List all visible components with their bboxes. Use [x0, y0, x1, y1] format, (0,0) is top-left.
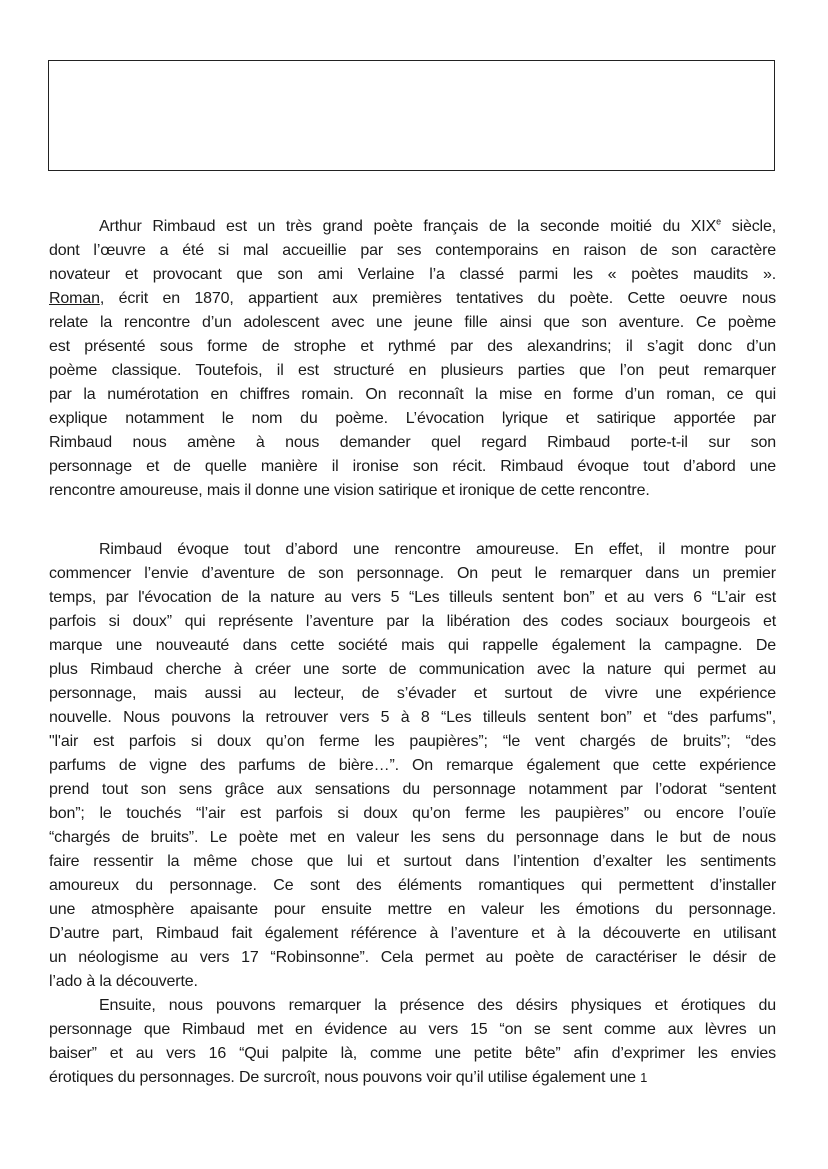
text-line: bon”; le touchés “l’air est parfois si doux qu’on ferme les paupières” ou encore l’ouïe	[49, 805, 776, 822]
text-line: Roman, écrit en 1870, appartient aux premières tentatives du poète. Cette oeuvre nous	[49, 290, 776, 307]
text-line: baiser” et au vers 16 “Qui palpite là, comme une petite bête” afin d’exprimer les envies	[49, 1045, 776, 1062]
text-line: dont l’œuvre a été si mal accueillie par ses contemporains en raison de son caractère	[49, 242, 776, 259]
text-line: marque une nouveauté dans cette société mais qui rappelle également la campagne. De	[49, 637, 776, 654]
page-number: 1	[640, 1070, 648, 1085]
text-line: Arthur Rimbaud est un très grand poète français de la seconde moitié du XIXe siècle,	[99, 216, 776, 235]
text-line: novateur et provocant que son ami Verlaine l’a classé parmi les « poètes maudits ».	[49, 266, 776, 283]
text-line: rencontre amoureuse, mais il donne une vision satirique et ironique de cette rencontre.	[49, 482, 650, 499]
text-line: "l'air est parfois si doux qu’on ferme les paupières”; “le vent chargés de bruits”; “des	[49, 733, 776, 750]
text-line: faire ressentir la même chose que lui et surtout dans l’intention d’exalter les sentiments	[49, 853, 776, 870]
text-line: relate la rencontre d’un adolescent avec une jeune fille ainsi que son aventure. Ce poème	[49, 314, 776, 331]
text-line: érotiques du personnages. De surcroît, nous pouvons voir qu’il utilise également une 1	[49, 1069, 648, 1086]
text-line: explique notamment le nom du poème. L’évocation lyrique et satirique apportée par	[49, 410, 776, 427]
text-line: une atmosphère apaisante pour ensuite mettre en valeur les émotions du personnage.	[49, 901, 776, 918]
text-line: personnage que Rimbaud met en évidence au vers 15 “on se sent comme aux lèvres un	[49, 1021, 776, 1038]
text-line: plus Rimbaud cherche à créer une sorte de communication avec la nature qui permet au	[49, 661, 776, 678]
text-line: personnage, mais aussi au lecteur, de s’évader et surtout de vivre une expérience	[49, 685, 776, 702]
text-line: l’ado à la découverte.	[49, 973, 198, 990]
text-line: temps, par l'évocation de la nature au vers 5 “Les tilleuls sentent bon” et au vers 6 “L’air est	[49, 589, 776, 606]
intro-paragraph	[49, 215, 776, 503]
text-line: Rimbaud évoque tout d’abord une rencontre amoureuse. En effet, il montre pour	[99, 541, 776, 558]
body-paragraphs	[49, 538, 776, 1090]
text-line: poème classique. Toutefois, il est structuré en plusieurs parties que l’on peut remarquer	[49, 362, 776, 379]
work-title: Roman	[49, 290, 100, 307]
text-line: prend tout son sens grâce aux sensations du personnage notamment par l’odorat “sentent	[49, 781, 776, 798]
text-line: amoureux du personnage. Ce sont des éléments romantiques qui permettent d’installer	[49, 877, 776, 894]
text-line: Ensuite, nous pouvons remarquer la présence des désirs physiques et érotiques du	[99, 997, 776, 1014]
title-box	[48, 60, 775, 171]
text-line: est présenté sous forme de strophe et rythmé par des alexandrins; il s’agit donc d’un	[49, 338, 776, 355]
text-line: un néologisme au vers 17 “Robinsonne”. Cela permet au poète de caractériser le désir de	[49, 949, 776, 966]
text-line: Rimbaud nous amène à nous demander quel regard Rimbaud porte-t-il sur son	[49, 434, 776, 451]
text-line: D’autre part, Rimbaud fait également référence à l’aventure et à la découverte en utilisant	[49, 925, 776, 942]
text-line: parfums de vigne des parfums de bière…”. On remarque également que cette expérience	[49, 757, 776, 774]
text-line: personnage et de quelle manière il ironise son récit. Rimbaud évoque tout d’abord une	[49, 458, 776, 475]
text-line: par la numérotation en chiffres romain. On reconnaît la mise en forme d’un roman, ce qui	[49, 386, 776, 403]
text-line: nouvelle. Nous pouvons la retrouver vers 5 à 8 “Les tilleuls sentent bon” et “des parfums",	[49, 709, 776, 726]
text-line: parfois si doux” qui représente l’aventure par la libération des codes sociaux bourgeois et	[49, 613, 776, 630]
text-line: “chargés de bruits”. Le poète met en valeur les sens du personnage dans le but de nous	[49, 829, 776, 846]
text-line: commencer l’envie d’aventure de son personnage. On peut le remarquer dans un premier	[49, 565, 776, 582]
